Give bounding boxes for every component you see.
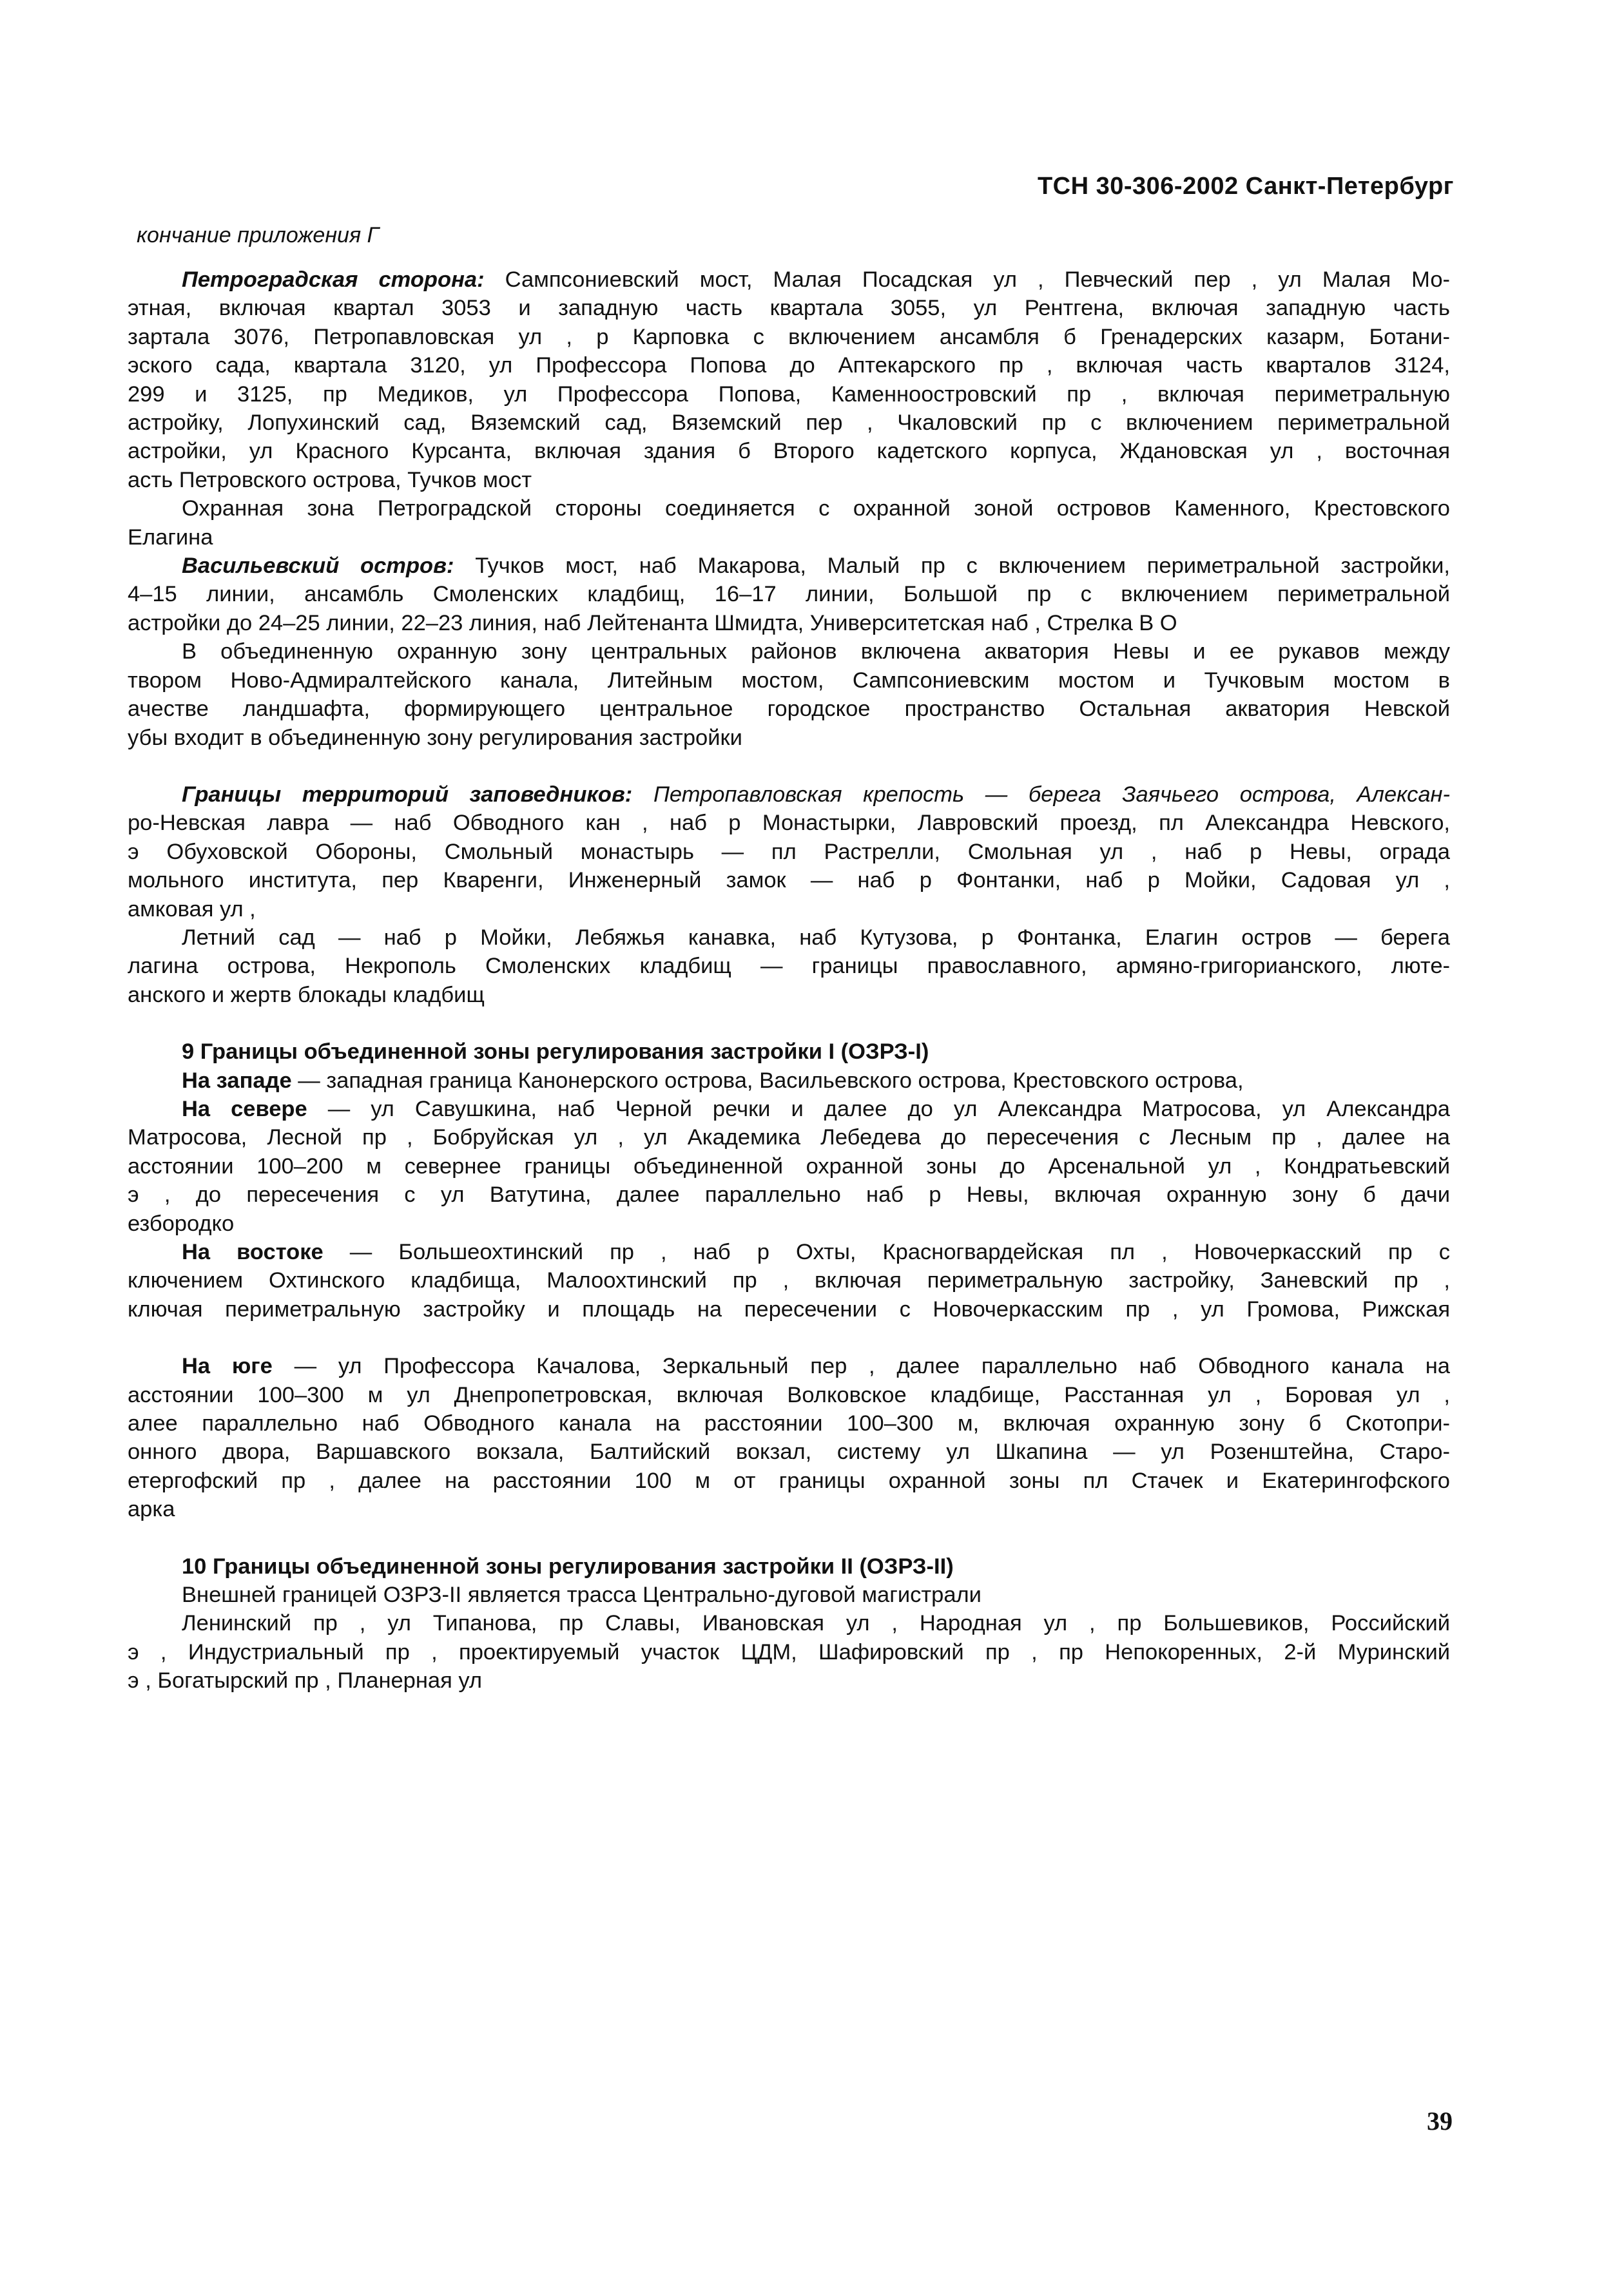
text-line: На востоке — Большеохтинский пр , наб р Охты, Красногвардейская пл , Новочеркасский пр с bbox=[182, 1240, 1450, 1264]
text-line: езбородко bbox=[128, 1211, 235, 1236]
direction-label: На юге bbox=[182, 1354, 273, 1379]
text-line: этная, включая квартал 3053 и западную часть квартала 3055, ул Рентгена, включая западную часть bbox=[128, 296, 1450, 321]
text-line: зартала 3076, Петропавловская ул , р Карповка с включением ансамбля б Гренадерских казарм, Ботани- bbox=[128, 324, 1450, 349]
direction-label: На севере bbox=[182, 1096, 307, 1121]
direction-label: На востоке bbox=[182, 1240, 324, 1264]
document-body bbox=[128, 265, 1450, 1695]
text-line: ключением Охтинского кладбища, Малоохтинский пр , включая периметральную застройку, Заневский пр , bbox=[128, 1268, 1450, 1293]
text-line: асстоянии 100–300 м ул Днепропетровская, включая Волковское кладбище, Расстанная ул , Боровая ул , bbox=[128, 1382, 1450, 1407]
document-header: ТСН 30-306-2002 Санкт-Петербург bbox=[1037, 173, 1454, 200]
text-line: анского и жертв блокады кладбищ bbox=[128, 982, 485, 1007]
text-line: В объединенную охранную зону центральных районов включена акватория Невы и ее рукавов между bbox=[182, 639, 1450, 664]
text-line: Границы территорий заповедников: Петропавловская крепость — берега Заячьего острова, Алексан- bbox=[182, 782, 1450, 807]
text-line: Петроградская сторона: Сампсониевский мост, Малая Посадская ул , Певческий пер , ул Малая Мо- bbox=[182, 267, 1450, 292]
text-line: лагина острова, Некрополь Смоленских кладбищ — границы православного, армяно-григорианского, люте- bbox=[128, 954, 1450, 979]
section-heading: 9 Границы объединенной зоны регулирования застройки I (ОЗРЗ-I) bbox=[182, 1039, 929, 1065]
text-line: На севере — ул Савушкина, наб Черной речки и далее до ул Александра Матросова, ул Александра bbox=[182, 1096, 1450, 1121]
spacer bbox=[128, 752, 1450, 780]
section-9 bbox=[128, 1037, 1450, 1524]
text-line: э , до пересечения с ул Ватутина, далее параллельно наб р Невы, включая охранную зону б дачи bbox=[128, 1182, 1450, 1208]
text-line: етергофский пр , далее на расстоянии 100 м от границы охранной зоны пл Стачек и Екатерингофского bbox=[128, 1468, 1450, 1493]
text-line: э Обуховской Обороны, Смольный монастырь — пл Растрелли, Смольная ул , наб р Невы, ограда bbox=[128, 839, 1450, 864]
text-line: Ленинский пр , ул Типанова, пр Славы, Ивановская ул , Народная ул , пр Большевиков, Российский bbox=[182, 1611, 1450, 1636]
text-line: асстоянии 100–200 м севернее границы объединенной охранной зоны до Арсенальной ул , Кондратьевский bbox=[128, 1153, 1450, 1179]
continuation-label: кончание приложения Г bbox=[137, 223, 380, 247]
text-line: арка bbox=[128, 1497, 175, 1522]
text-line: убы входит в объединенную зону регулирования застройки bbox=[128, 725, 742, 750]
text-line: На западе — западная граница Канонерского острова, Васильевского острова, Крестовского острова, bbox=[182, 1068, 1244, 1093]
direction-label: На западе bbox=[182, 1068, 292, 1093]
text-line: ачестве ландшафта, формирующего центральное городское пространство Остальная акватория Невской bbox=[128, 697, 1450, 722]
text-line: Елагина bbox=[128, 525, 213, 550]
page-number: 39 bbox=[1427, 2107, 1453, 2136]
spacer bbox=[128, 1324, 1450, 1352]
text-line: Васильевский остров: Тучков мост, наб Макарова, Малый пр с включением периметральной застройки, bbox=[182, 554, 1450, 579]
text-line: 299 и 3125, пр Медиков, ул Профессора Попова, Каменноостровский пр , включая периметральную bbox=[128, 381, 1450, 407]
text-line: эского сада, квартала 3120, ул Профессора Попова до Аптекарского пр , включая часть кварталов 3124, bbox=[128, 353, 1450, 378]
text-line: э , Индустриальный пр , проектируемый участок ЦДМ, Шафировский пр , пр Непокоренных, 2-й Муринский bbox=[128, 1639, 1450, 1664]
text-line: э , Богатырский пр , Планерная ул bbox=[128, 1668, 482, 1693]
paragraph-petrograd-zone bbox=[128, 494, 1450, 552]
section-heading: 10 Границы объединенной зоны регулирования застройки II (ОЗРЗ-II) bbox=[182, 1554, 954, 1579]
paragraph-lead: Границы территорий заповедников: bbox=[182, 782, 633, 807]
text-line: асть Петровского острова, Тучков мост bbox=[128, 467, 532, 492]
section-10 bbox=[128, 1552, 1450, 1695]
paragraph-reserves bbox=[128, 780, 1450, 923]
text-line: Летний сад — наб р Мойки, Лебяжья канавка, наб Кутузова, р Фонтанка, Елагин остров — берега bbox=[182, 925, 1450, 950]
text-line: ключая периметральную застройку и площадь на пересечении с Новочеркасским пр , ул Громова, Рижская bbox=[128, 1297, 1450, 1322]
text-line: онного двора, Варшавского вокзала, Балтийский вокзал, систему ул Шкапина — ул Розенштейна, Старо- bbox=[128, 1440, 1450, 1465]
text-line: астройку, Лопухинский сад, Вяземский сад, Вяземский пер , Чкаловский пр с включением периметральной bbox=[128, 410, 1450, 436]
paragraph-vasilievsky bbox=[128, 552, 1450, 637]
paragraph-lead: Петроградская сторона: bbox=[182, 267, 485, 292]
spacer bbox=[128, 1009, 1450, 1037]
text-line: На юге — ул Профессора Качалова, Зеркальный пер , далее параллельно наб Обводного канала на bbox=[182, 1354, 1450, 1379]
text-line: Внешней границей ОЗРЗ-II является трасса Центрально-дуговой магистрали bbox=[182, 1583, 982, 1608]
text-line: Охранная зона Петроградской стороны соединяется с охранной зоной островов Каменного, Крестовского bbox=[182, 496, 1450, 521]
paragraph-summer-garden bbox=[128, 923, 1450, 1009]
spacer bbox=[128, 1524, 1450, 1552]
paragraph-petrograd bbox=[128, 265, 1450, 494]
paragraph-neva bbox=[128, 637, 1450, 752]
text-line: мольного института, пер Кваренги, Инженерный замок — наб р Фонтанки, наб р Мойки, Садовая ул , bbox=[128, 868, 1450, 893]
text-line: Матросова, Лесной пр , Бобруйская ул , ул Академика Лебедева до пересечения с Лесным пр , далее на bbox=[128, 1125, 1450, 1150]
text-line: алее параллельно наб Обводного канала на расстоянии 100–300 м, включая охранную зону б Скотопри- bbox=[128, 1411, 1450, 1436]
text-line: 4–15 линии, ансамбль Смоленских кладбищ, 16–17 линии, Бoльшой пр с включением периметральной bbox=[128, 582, 1450, 607]
text-line: астройки, ул Красного Курсанта, включая здания б Второго кадетского корпуса, Ждановская ул , восточная bbox=[128, 439, 1450, 464]
text-line: ро-Невская лавра — наб Обводного кан , наб р Монастырки, Лавровский проезд, пл Александра Невского, bbox=[128, 811, 1450, 836]
paragraph-lead: Васильевский остров: bbox=[182, 554, 454, 579]
text-line: астройки до 24–25 линии, 22–23 линия, наб Лейтенанта Шмидта, Университетская наб , Стрелка В О bbox=[128, 610, 1177, 635]
text-line: твором Ново-Адмиралтейского канала, Литейным мостом, Сампсониевским мостом и Тучковым мостом в bbox=[128, 668, 1450, 693]
text-line: амковая ул , bbox=[128, 896, 256, 921]
